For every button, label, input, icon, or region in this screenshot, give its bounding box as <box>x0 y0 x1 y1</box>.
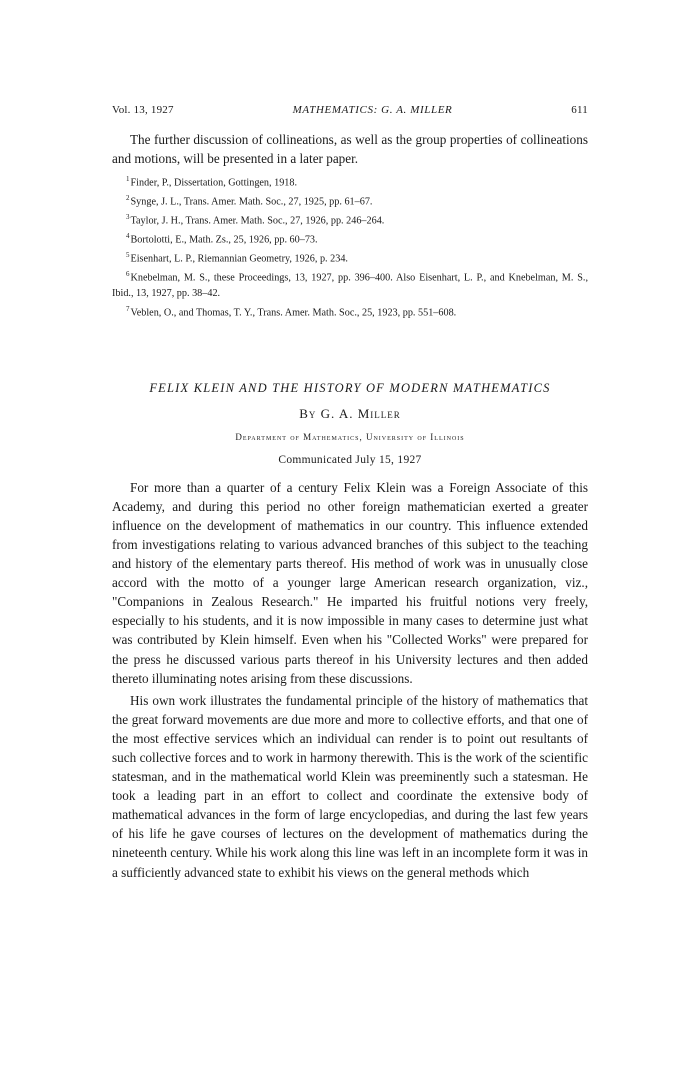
journal-page <box>112 104 588 882</box>
page-number: 611 <box>571 104 588 116</box>
running-title: MATHEMATICS: G. A. MILLER <box>292 104 453 116</box>
body-paragraph: His own work illustrates the fundamental principle of the history of mathematics that the great forward movements are due more and more to collective efforts, and that one of the most effective services which an individual can render is to point out resultants of such collective forces and to work in harmony therewith. This is the work of the scientific statesman, and in the mathematical world Klein was preeminently such a statesman. He took a leading part in an effort to collect and coordinate the extensive body of mathematical advances in the form of large encyclopedias, and during the last few years of his life he gave courses of lectures on the development of mathematics during the nineteenth century. While his work along this line was left in an incomplete form it was in a sufficiently advanced state to exhibit his views on the general methods which <box>112 692 588 880</box>
footnote: $^6$Knebelman, M. S., these Proceedings, 13, 1927, pp. 396–400. Also Eisenhart, L. P., and Knebelman, M. S., Ibid., 13, 1927, pp. 38–42. <box>112 270 588 300</box>
footnote: $^1$Finder, P., Dissertation, Gottingen, 1918. <box>126 175 298 189</box>
footnote: $^5$Eisenhart, L. P., Riemannian Geometry, 1926, p. 234. <box>126 251 348 265</box>
footnote: $^2$Synge, J. L., Trans. Amer. Math. Soc., 27, 1925, pp. 61–67. <box>126 194 373 208</box>
author-affiliation: Department of Mathematics, University of Illinois <box>235 431 465 442</box>
running-head <box>112 104 588 122</box>
author-byline: By G. A. Miller <box>299 405 401 421</box>
communicated-date: Communicated July 15, 1927 <box>278 453 422 466</box>
footnote: $^7$Veblen, O., and Thomas, T. Y., Trans. Amer. Math. Soc., 25, 1923, pp. 551–608. <box>126 304 457 319</box>
volume-info: Vol. 13, 1927 <box>112 104 174 116</box>
footnote-list <box>112 172 588 320</box>
body-paragraph: For more than a quarter of a century Felix Klein was a Foreign Associate of this Academy, and during this period no other foreign mathematician exerted a greater influence on the development of mathematics in our country. This influence extended from investigations relating to various advanced branches of this subject to the teaching and history of the elementary parts thereof. His method of work was in unusually close accord with the motto of a younger large American research organization, viz., "Companions in Zealous Research." He imparted his fruitful notions very freely, especially to his students, and it is now impossible in many cases to determine just what was contributed by Klein himself. Even when his "Collected Works" were prepared for the press he discussed various parts thereof in his University lectures and then added thereto illuminating notes arising from these discussions. <box>112 479 588 686</box>
article-title: FELIX KLEIN AND THE HISTORY OF MODERN MATHEMATICS <box>149 380 551 395</box>
article-body <box>112 478 588 882</box>
footnote: $^4$Bortolotti, E., Math. Zs., 25, 1926, pp. 60–73. <box>126 232 318 246</box>
footnote: $^3$Taylor, J. H., Trans. Amer. Math. Soc., 27, 1926, pp. 246–264. <box>126 213 385 227</box>
intro-paragraph: The further discussion of collineations, as well as the group properties of collineations and motions, will be presented in a later paper. <box>112 132 588 167</box>
